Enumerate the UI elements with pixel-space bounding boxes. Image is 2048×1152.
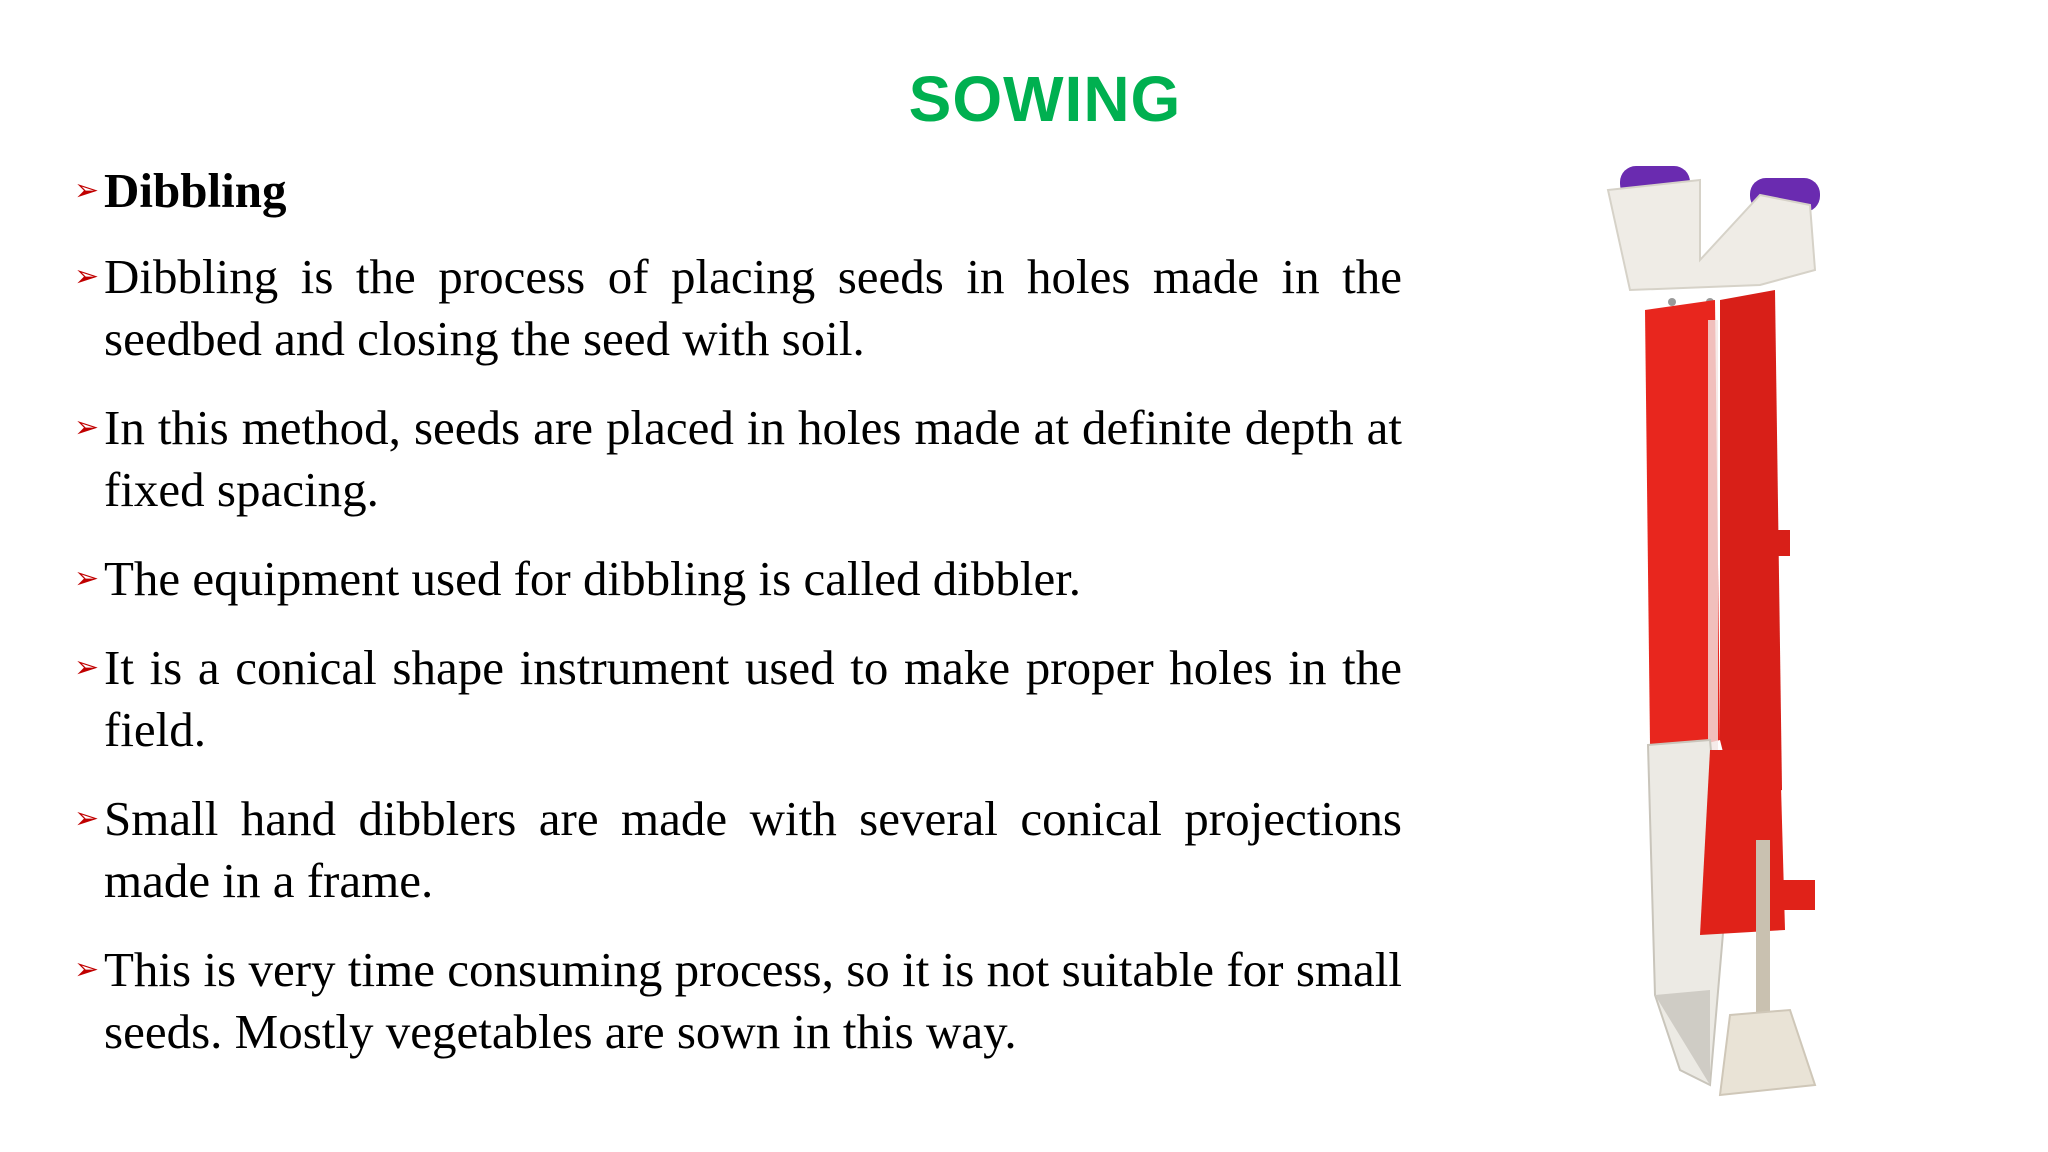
bullet-list [72, 160, 1402, 1090]
arrow-bullet-icon: ➢ [74, 561, 100, 596]
bullet-item [72, 939, 1402, 1063]
arrow-bullet-icon: ➢ [74, 650, 100, 685]
arrow-bullet-icon: ➢ [74, 410, 100, 445]
bullet-text: Dibbling is the process of placing seeds in holes made in the seedbed and closing the seed with soil. [104, 249, 1402, 366]
bullet-text: This is very time consuming process, so it is not suitable for small seeds. Mostly vegetables are sown in this way. [104, 942, 1402, 1059]
bullet-item [72, 246, 1402, 370]
bullet-item [72, 397, 1402, 521]
arrow-bullet-icon: ➢ [74, 173, 100, 208]
right-red-panel [1720, 290, 1782, 800]
arrow-bullet-icon: ➢ [74, 952, 100, 987]
bullet-text: The equipment used for dibbling is called dibbler. [104, 551, 1082, 606]
bullet-text: Dibbling [104, 163, 287, 218]
bullet-item [72, 637, 1402, 761]
arrow-bullet-icon: ➢ [74, 801, 100, 836]
bullet-text: Small hand dibblers are made with several conical projections made in a frame. [104, 791, 1402, 908]
bullet-item-heading [72, 160, 1402, 222]
bullet-item [72, 788, 1402, 912]
bullet-text: In this method, seeds are placed in holes made at definite depth at fixed spacing. [104, 400, 1402, 517]
arrow-bullet-icon: ➢ [74, 259, 100, 294]
bullet-item [72, 548, 1402, 610]
foot-plate [1720, 1010, 1815, 1095]
bullet-text: It is a conical shape instrument used to make proper holes in the field. [104, 640, 1402, 757]
hand-dibbler-illustration [1560, 150, 1860, 1110]
slide-title: SOWING [908, 63, 1182, 135]
